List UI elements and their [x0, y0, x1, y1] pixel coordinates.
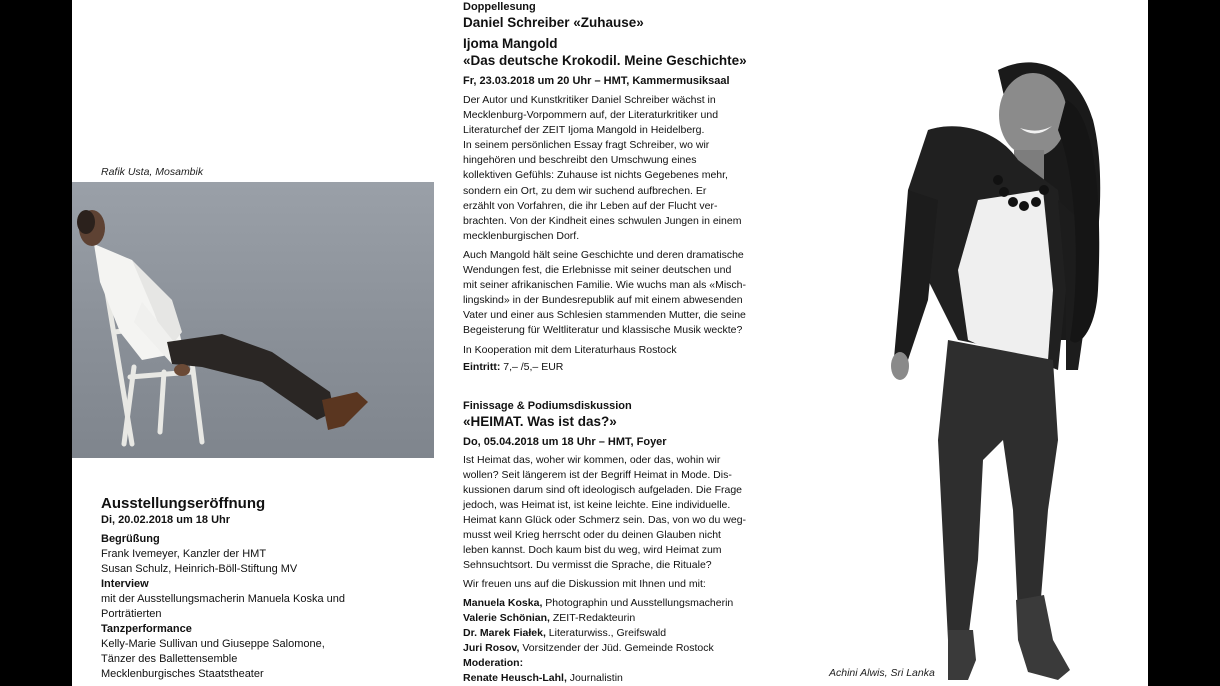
interview-line: Porträtierten — [101, 608, 162, 620]
interview-label: Interview — [101, 578, 149, 590]
dance-label: Tanzperformance — [101, 623, 192, 635]
text-line: Vater und einer aus Schlesien stammenden Mutter, die seine — [463, 309, 746, 322]
panel-member — [463, 626, 770, 641]
panel-name: Valerie Schönian, — [463, 611, 550, 624]
text-line: Der Autor und Kunstkritiker Daniel Schreiber wächst in — [463, 94, 716, 106]
exhibition-title: Ausstellungseröffnung — [101, 495, 266, 512]
text-line: Heimat kann Glück oder Schmerz sein. Das, von wo du weg- — [463, 514, 747, 527]
text-line: mecklenburgischen Dorf. — [463, 229, 580, 242]
event2-datetime: Do, 05.04.2018 um 18 Uhr – HMT, Foyer — [463, 435, 667, 448]
right-photo-caption: Achini Alwis, Sri Lanka — [829, 667, 935, 679]
dance-line: Kelly-Marie Sullivan und Giuseppe Salomone, — [101, 638, 325, 650]
text-line: wollen? Seit längerem ist der Begriff Heimat in Mode. Dis- — [463, 468, 732, 481]
text-line: mit seiner afrikanischen Familie. Wie wuchs man als «Misch- — [463, 279, 747, 292]
text-line: brachten. Von der Kindheit eines schwulen Jungen in einem — [463, 214, 742, 227]
greeting-line: Frank Ivemeyer, Kanzler der HMT — [101, 548, 267, 560]
moderator-name: Renate Heusch-Lahl, — [463, 672, 567, 684]
panel-role: Literaturwiss., Greifswald — [545, 626, 667, 639]
text-line: lingskind» in der Bundesrepublik auf mit einem abwesenden — [463, 294, 743, 307]
panel-role: Vorsitzender der Jüd. Gemeinde Rostock — [519, 641, 714, 654]
panel-role: ZEIT-Redakteurin — [549, 611, 636, 624]
left-photo-caption: Rafik Usta, Mosambik — [101, 166, 204, 178]
event-finissage — [463, 399, 770, 686]
exhibition-opening-block — [101, 494, 401, 682]
moderator — [463, 671, 770, 686]
moderation-label: Moderation: — [463, 656, 524, 669]
event-double-reading — [463, 0, 770, 375]
panel-name: Dr. Marek Fiałek, — [463, 626, 546, 639]
text-line: jedoch, was Heimat ist, ist keine leichte. Eine individuelle. — [463, 498, 731, 511]
text-line: Mecklenburg-Vorpommern auf, der Literaturkritiker und — [463, 109, 719, 122]
panel-member — [463, 596, 770, 611]
moderator-role: Journalistin — [566, 672, 623, 684]
event1-admission — [463, 360, 770, 375]
text-line: leben kannst. Doch kaum bist du weg, wird Heimat zum — [463, 544, 722, 557]
greeting-line: Susan Schulz, Heinrich-Böll-Stiftung MV — [101, 563, 298, 575]
panel-role: Photographin und Ausstellungsmacherin — [542, 596, 734, 609]
text-line: Begeisterung für Weltliteratur und klassische Musik weckte? — [463, 324, 743, 337]
text-line: erzählt von Vorfahren, die ihr Leben auf der Flucht ver- — [463, 199, 718, 212]
text-line: sondern ein Ort, zu dem wir suchend aufbrechen. Er — [463, 184, 707, 197]
middle-column — [463, 0, 770, 686]
event1-title-3: «Das deutsche Krokodil. Meine Geschichte» — [463, 53, 747, 68]
text-line: Ist Heimat das, woher wir kommen, oder das, wohin wir — [463, 453, 721, 466]
panel-member — [463, 611, 770, 626]
photo-rafik-usta — [72, 182, 434, 458]
admission-label: Eintritt: — [463, 360, 501, 373]
dance-line: Tänzer des Ballettensemble — [101, 653, 238, 665]
event2-paragraph — [463, 453, 770, 574]
panel-member — [463, 641, 770, 656]
man-on-chair-illustration — [72, 182, 434, 458]
admission-value: 7,– /5,– EUR — [500, 360, 564, 373]
event2-title: «HEIMAT. Was ist das?» — [463, 413, 617, 429]
event2-invite: Wir freuen uns auf die Diskussion mit Ihnen und mit: — [463, 578, 706, 591]
left-column — [72, 0, 442, 686]
greeting-label: Begrüßung — [101, 533, 160, 545]
text-line: In seinem persönlichen Essay fragt Schreiber, wo wir — [463, 139, 710, 152]
event1-title-1: Daniel Schreiber «Zuhause» — [463, 15, 644, 30]
text-line: hingehören und beschreibt den Umschwung eines — [463, 154, 697, 167]
event1-cooperation: In Kooperation mit dem Literaturhaus Rostock — [463, 343, 677, 356]
text-line: Auch Mangold hält seine Geschichte und deren dramatische — [463, 248, 744, 261]
photo-achini-alwis — [808, 40, 1148, 686]
brochure-page — [72, 0, 1148, 686]
dance-line: Mecklenburgisches Staatstheater — [101, 668, 264, 680]
text-line: kollektiven Gefühls: Zuhause ist nichts Gegebenes mehr, — [463, 169, 728, 182]
interview-line: mit der Ausstellungsmacherin Manuela Koska und — [101, 593, 345, 605]
event2-kicker: Finissage & Podiumsdiskussion — [463, 399, 632, 412]
panel-list — [463, 596, 770, 656]
event1-paragraph-1 — [463, 93, 770, 244]
text-line: Literaturchef der ZEIT Ijoma Mangold in Heidelberg. — [463, 124, 705, 137]
exhibition-date: Di, 20.02.2018 um 18 Uhr — [101, 514, 231, 526]
panel-name: Manuela Koska, — [463, 596, 543, 609]
woman-portrait-illustration — [808, 40, 1148, 686]
text-line: Wendungen fest, die Erlebnisse mit seiner deutschen und — [463, 264, 732, 277]
event1-kicker: Doppellesung — [463, 1, 536, 13]
text-line: musst weil Krieg herrscht oder du deinen Glauben nicht — [463, 529, 721, 542]
event1-title-2: Ijoma Mangold — [463, 36, 558, 51]
panel-name: Juri Rosov, — [463, 641, 520, 654]
text-line: kussionen darum sind oft ideologisch aufgeladen. Die Frage — [463, 483, 743, 496]
event1-paragraph-2 — [463, 248, 770, 339]
event1-datetime: Fr, 23.03.2018 um 20 Uhr – HMT, Kammermusiksaal — [463, 75, 730, 87]
text-line: Sehnsuchtsort. Du vermisst die Sprache, die Rituale? — [463, 559, 712, 572]
